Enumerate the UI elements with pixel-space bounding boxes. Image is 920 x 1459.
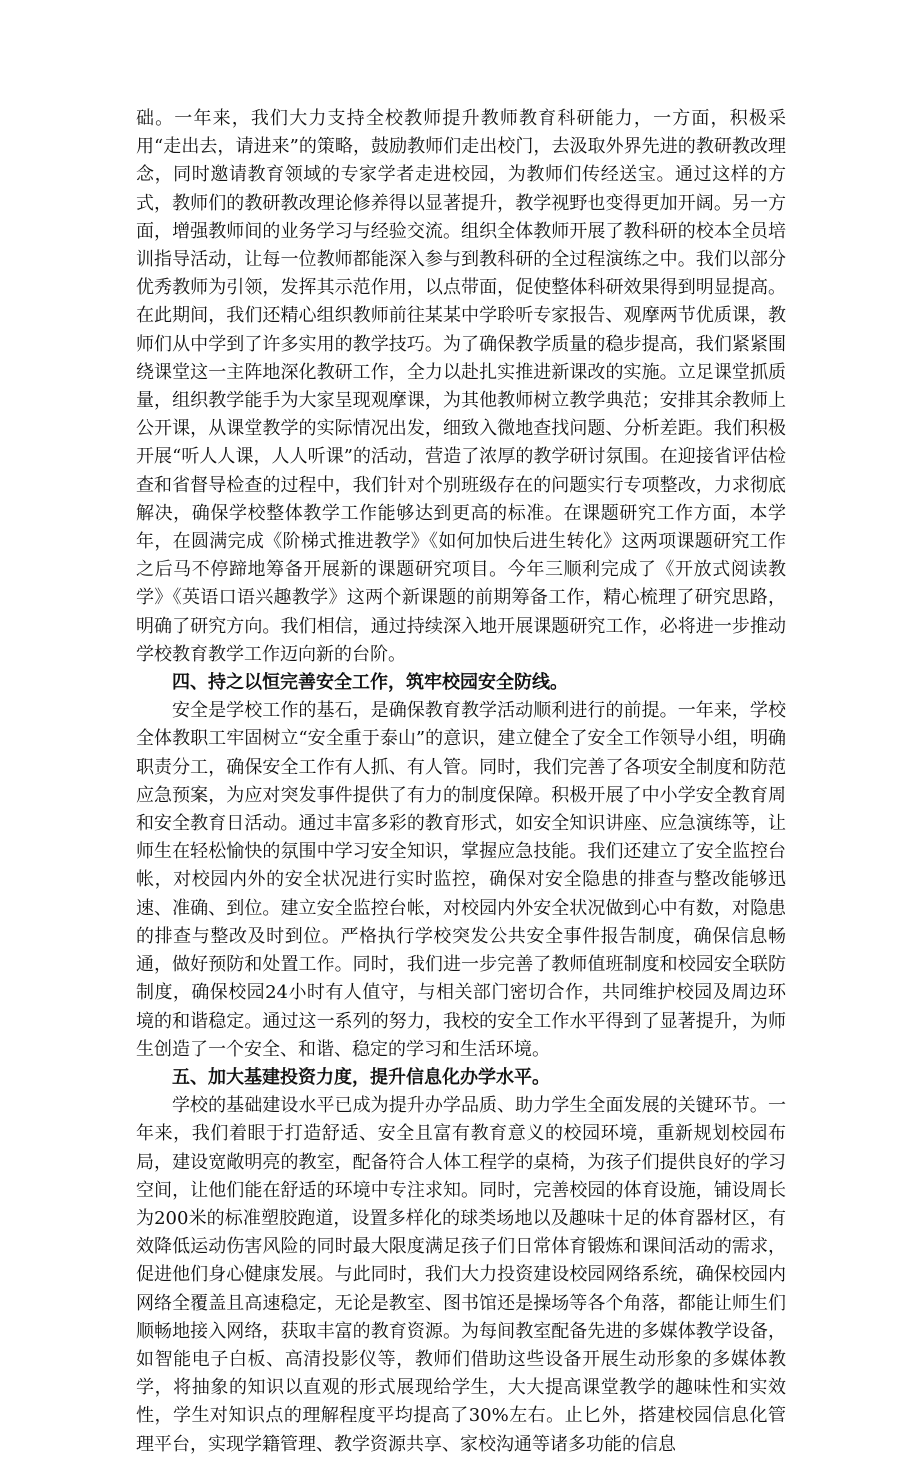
paragraph-infrastructure: 学校的基础建设水平已成为提升办学品质、助力学生全面发展的关键环节。一年来，我们着眼于打造舒适、安全且富有教育意义的校园环境，重新规划校园布局，建设宽敞明亮的教室，配备符合人体工程学的桌椅，为孩子们提供良好的学习空间，让他们能在舒适的环境中专注求知。同时，完善校园的体育设施，铺设周长为200米的标准塑胶跑道，设置多样化的球类场地以及趣味十足的体育器材区，有效降低运动伤害风险的同时最大限度满足孩子们日常体育锻炼和课间活动的需求，促进他们身心健康发展。与此同时，我们大力投资建设校园网络系统，确保校园内网络全覆盖且高速稳定，无论是教室、图书馆还是操场等各个角落，都能让师生们顺畅地接入网络，获取丰富的教育资源。为每间教室配备先进的多媒体教学设备，如智能电子白板、高清投影仪等，教师们借助这些设备开展生动形象的多媒体教学，将抽象的知识以直观的形式展现给学生，大大提高课堂教学的趣味性和实效性，学生对知识点的理解程度平均提高了30%左右。止匕外，搭建校园信息化管理平台，实现学籍管理、教学资源共享、家校沟通等诸多功能的信息 [136, 1095, 786, 1455]
document-body [136, 105, 786, 1459]
section-heading-infrastructure: 五、加大基建投资力度，提升信息化办学水平。 [172, 1066, 550, 1088]
section-heading-safety: 四、持之以恒完善安全工作，筑牢校园安全防线。 [172, 672, 568, 694]
paragraph-teaching-research: 础。一年来，我们大力支持全校教师提升教师教育科研能力，一方面，积极采用“走出去，请进来”的策略，鼓励教师们走出校门，去汲取外界先进的教研教改理念，同时邀请教育领域的专家学者走进校园，为教师们传经送宝。通过这样的方式，教师们的教研教改理论修养得以显著提升，教学视野也变得更加开阔。另一方面，增强教师间的业务学习与经验交流。组织全体教师开展了教科研的校本全员培训指导活动，让每一位教师都能深入参与到教科研的全过程演练之中。我们以部分优秀教师为引领，发挥其示范作用，以点带面，促使整体科研效果得到明显提高。在此期间，我们还精心组织教师前往某某中学聆听专家报告、观摩两节优质课，教师们从中学到了许多实用的教学技巧。为了确保教学质量的稳步提高，我们紧紧围绕课堂这一主阵地深化教研工作，全力以赴扎实推进新课改的实施。立足课堂抓质量，组织教学能手为大家呈现观摩课，为其他教师树立教学典范；安排其余教师上公开课，从课堂教学的实际情况出发，细致入微地查找问题、分析差距。我们积极开展“听人人课，人人听课”的活动，营造了浓厚的教学研讨氛围。在迎接省评估检查和省督导检查的过程中，我们针对个别班级存在的问题实行专项整改，力求彻底解决，确保学校整体教学工作能够达到更高的标准。在课题研究工作方面，本学年，在圆满完成《阶梯式推进教学》《如何加快后进生转化》这两项课题研究工作之后马不停蹄地筹备开展新的课题研究项目。今年三顺利完成了《开放式阅读教学》《英语口语兴趣教学》这两个新课题的前期筹备工作，精心梳理了研究思路，明确了研究方向。我们相信，通过持续深入地开展课题研究工作，必将进一步推动学校教育教学工作迈向新的台阶。 [136, 108, 786, 665]
paragraph-safety: 安全是学校工作的基石，是确保教育教学活动顺利进行的前提。一年来，学校全体教职工牢固树立“安全重于泰山”的意识，建立健全了安全工作领导小组，明确职责分工，确保安全工作有人抓、有人管。同时，我们完善了各项安全制度和防范应急预案，为应对突发事件提供了有力的制度保障。积极开展了中小学安全教育周和安全教育日活动。通过丰富多彩的教育形式，如安全知识讲座、应急演练等，让师生在轻松愉快的氛围中学习安全知识，掌握应急技能。我们还建立了安全监控台帐，对校园内外的安全状况进行实时监控，确保对安全隐患的排查与整改能够迅速、准确、到位。建立安全监控台帐，对校园内外安全状况做到心中有数，对隐患的排查与整改及时到位。严格执行学校突发公共安全事件报告制度，确保信息畅通，做好预防和处置工作。同时，我们进一步完善了教师值班制度和校园安全联防制度，确保校园24小时有人值守，与相关部门密切合作，共同维护校园及周边环境的和谐稳定。通过这一系列的努力，我校的安全工作水平得到了显著提升，为师生创造了一个安全、和谐、稳定的学习和生活环境。 [136, 700, 786, 1060]
